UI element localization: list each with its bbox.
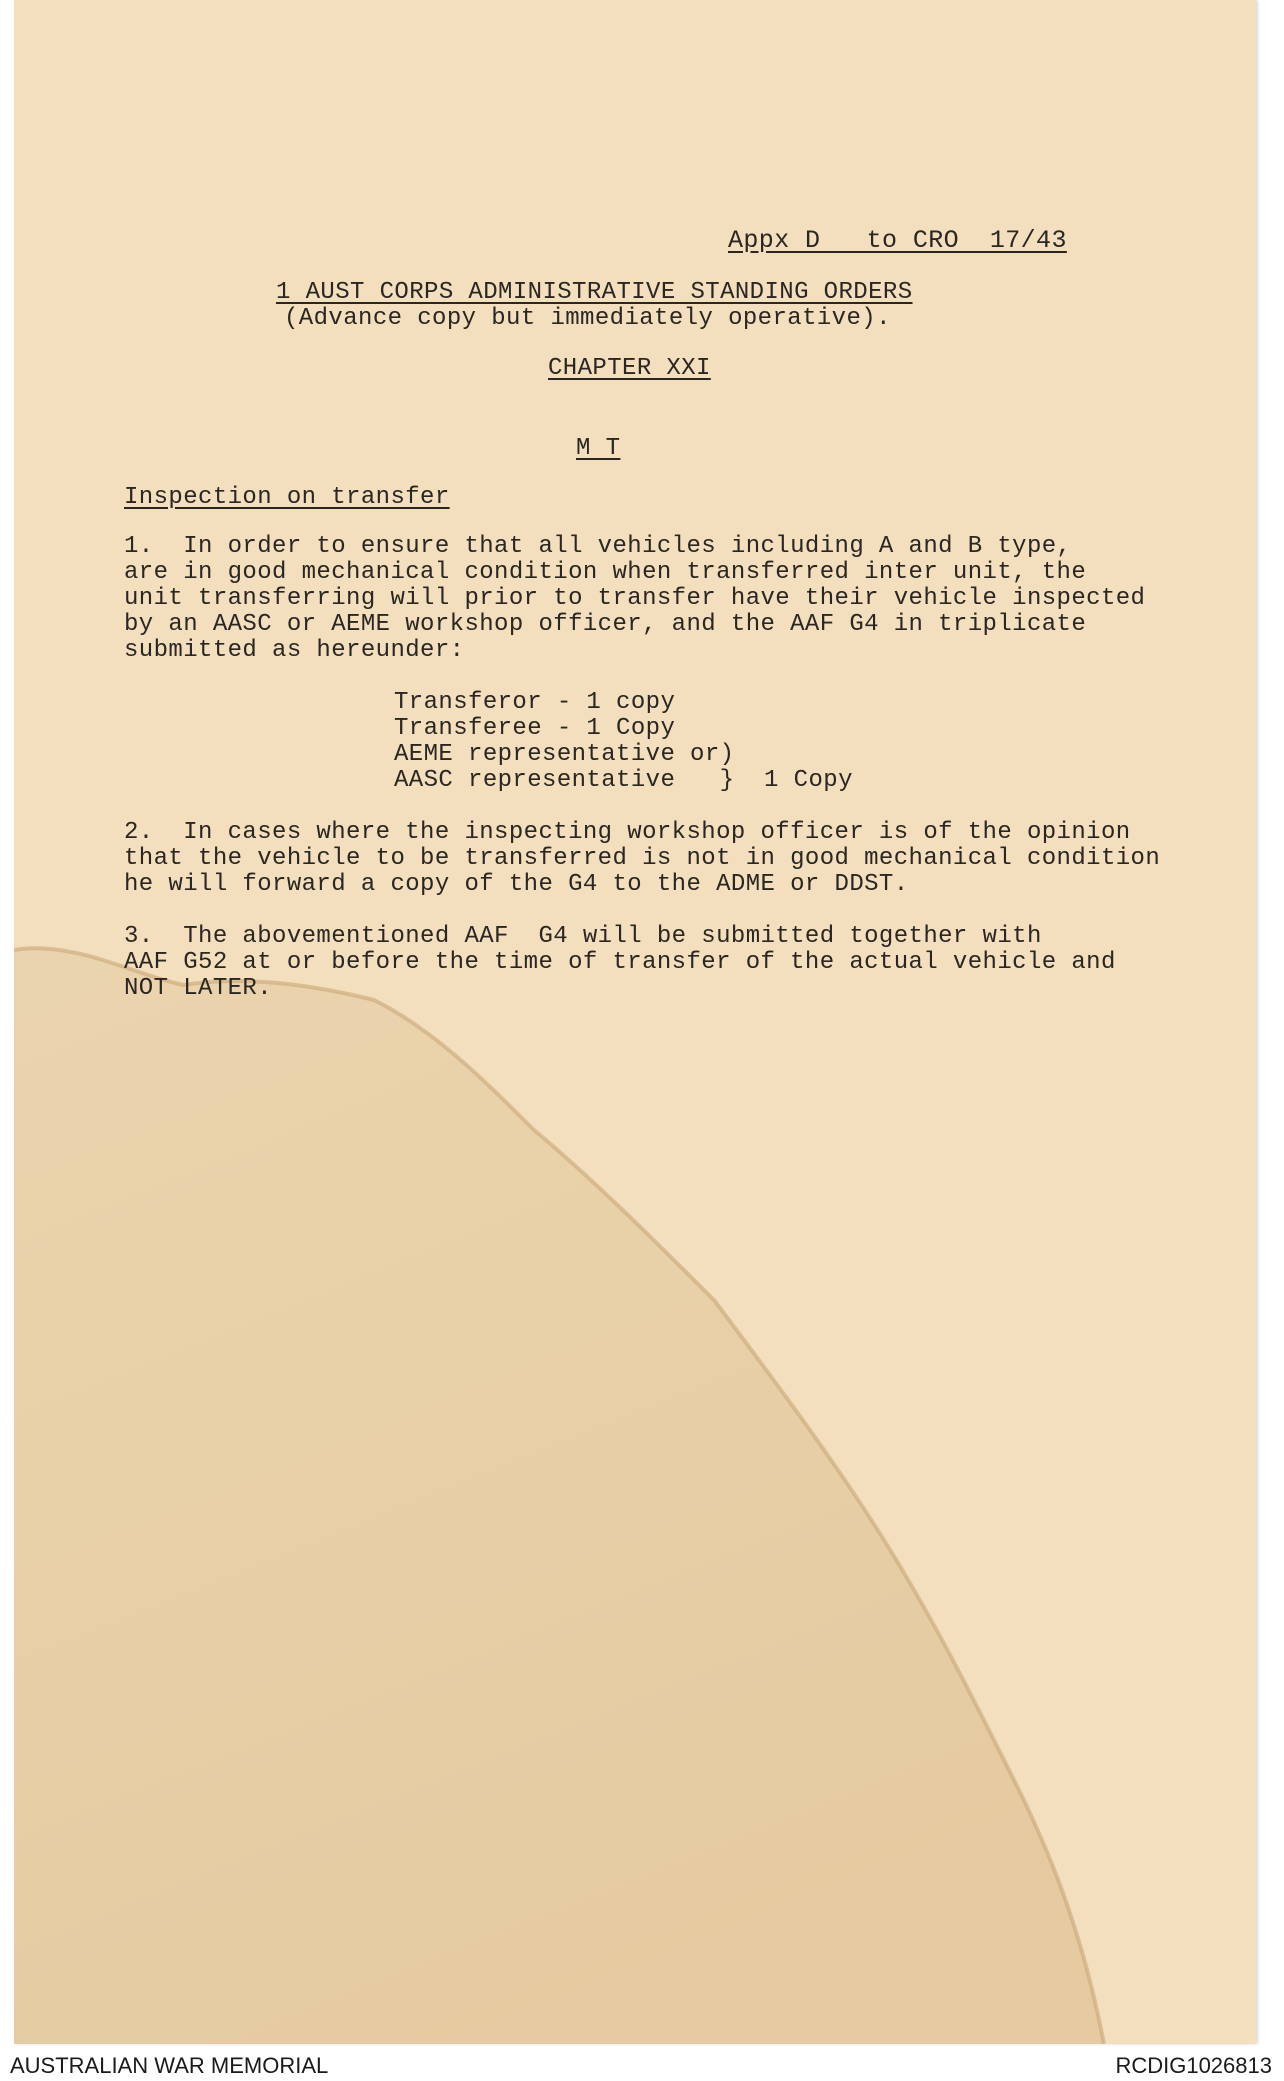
- archive-footer: [0, 2048, 1284, 2081]
- paragraph-2-line-1: 2. In cases where the inspecting workshop officer is of the opinion: [124, 819, 1131, 846]
- paragraph-2-line-2: that the vehicle to be transferred is not in good mechanical condition: [124, 845, 1161, 872]
- footer-institution: AUSTRALIAN WAR MEMORIAL: [10, 2053, 329, 2078]
- distribution-line-3: AEME representative or): [394, 741, 735, 768]
- paragraph-1-line-2: are in good mechanical condition when transferred inter unit, the: [124, 559, 1087, 586]
- paragraph-1-line-3: unit transferring will prior to transfer have their vehicle inspected: [124, 585, 1146, 612]
- subsection-heading: Inspection on transfer: [124, 484, 450, 511]
- section-heading: M T: [576, 435, 621, 462]
- paragraph-3-line-1: 3. The abovementioned AAF G4 will be submitted together with: [124, 923, 1042, 950]
- paragraph-2-line-3: he will forward a copy of the G4 to the ADME or DDST.: [124, 871, 909, 898]
- paragraph-1-line-5: submitted as hereunder:: [124, 637, 465, 664]
- distribution-line-1: Transferor - 1 copy: [394, 689, 676, 716]
- footer-record-id: RCDIG1026813: [1115, 2053, 1272, 2078]
- document-title: 1 AUST CORPS ADMINISTRATIVE STANDING ORDERS: [276, 279, 913, 306]
- distribution-line-4: AASC representative } 1 Copy: [394, 767, 853, 794]
- paragraph-1-line-1: 1. In order to ensure that all vehicles including A and B type,: [124, 533, 1072, 560]
- paper-sheet: [14, 0, 1256, 2044]
- paragraph-3-line-3: NOT LATER.: [124, 975, 273, 1002]
- paragraph-1-line-4: by an AASC or AEME workshop officer, and the AAF G4 in triplicate: [124, 611, 1087, 638]
- distribution-line-2: Transferee - 1 Copy: [394, 715, 676, 742]
- chapter-heading: CHAPTER XXI: [548, 355, 711, 382]
- document-subtitle: (Advance copy but immediately operative).: [284, 305, 891, 332]
- appendix-reference: Appx D to CRO 17/43: [728, 226, 1067, 255]
- paragraph-3-line-2: AAF G52 at or before the time of transfer of the actual vehicle and: [124, 949, 1116, 976]
